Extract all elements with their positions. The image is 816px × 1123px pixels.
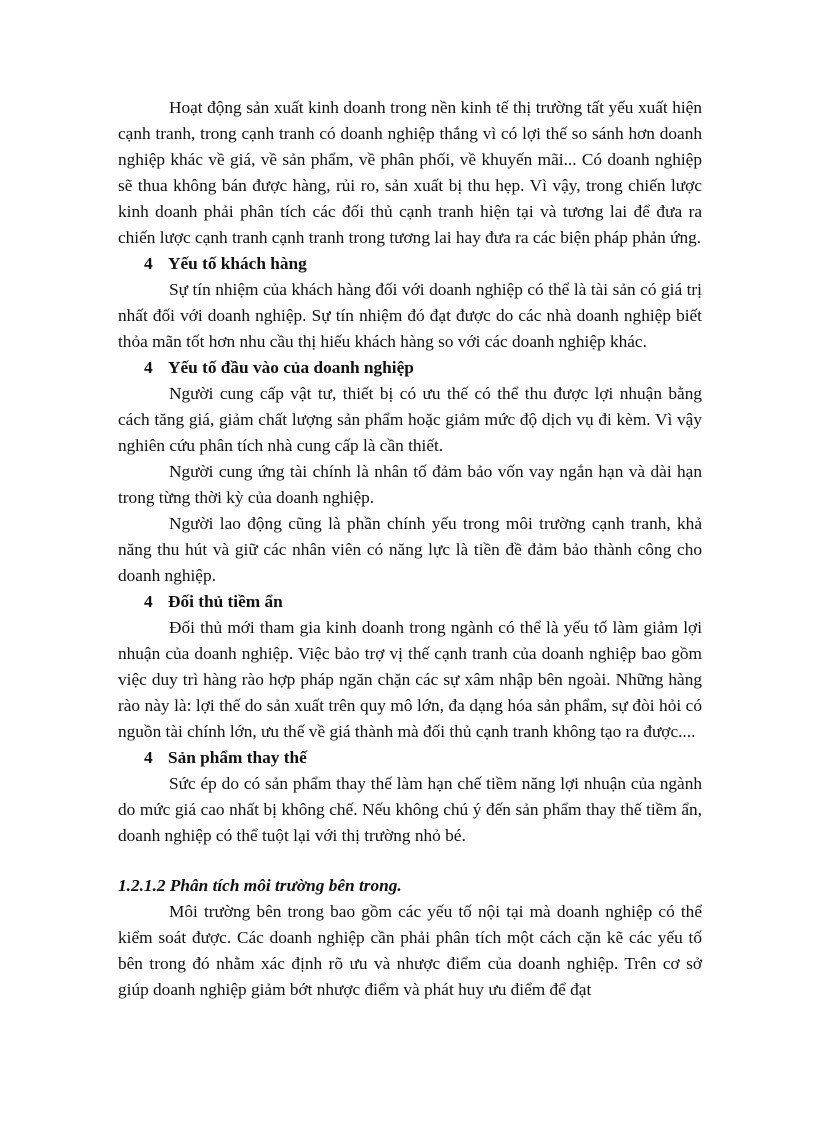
section-heading-customers [118,251,702,277]
intro-paragraph: Hoạt động sản xuất kinh doanh trong nền kinh tế thị trường tất yếu xuất hiện cạnh tranh, trong cạnh tranh có doanh nghiệp thắng vì có lợi thế so sánh hơn doanh nghiệp khác về giá, về sản phẩm, về phân phối, về khuyến mãi... Có doanh nghiệp sẽ thua không bán được hàng, rủi ro, sản xuất bị thu hẹp. Vì vậy, trong chiến lược kinh doanh phải phân tích các đối thủ cạnh tranh hiện tại và tương lai để đưa ra chiến lược cạnh tranh cạnh tranh trong tương lai hay đưa ra các biện pháp phản ứng. [118,98,702,247]
customers-paragraph: Sự tín nhiệm của khách hàng đối với doanh nghiệp có thể là tài sản có giá trị nhất đối với doanh nghiệp. Sự tín nhiệm đó đạt được do các nhà doanh nghiệp biết thỏa mãn tốt hơn nhu cầu thị hiếu khách hàng so với các doanh nghiệp khác. [118,280,702,351]
inputs-paragraph-finance: Người cung ứng tài chính là nhân tố đảm bảo vốn vay ngắn hạn và dài hạn trong từng thời kỳ của doanh nghiệp. [118,462,702,507]
bullet-marker: 4 [144,592,153,611]
bullet-marker: 4 [144,748,153,767]
section-heading-text: Sản phẩm thay thế [168,748,307,767]
section-heading-text: Yếu tố đầu vào của doanh nghiệp [168,358,414,377]
page-content [118,95,702,1003]
substitutes-paragraph: Sức ép do có sản phẩm thay thế làm hạn chế tiềm năng lợi nhuận của ngành do mức giá cao nhất bị không chế. Nếu không chú ý đến sản phẩm thay thế tiềm ẩn, doanh nghiệp có thể tuột lại với thị trường nhỏ bé. [118,774,702,845]
bullet-marker: 4 [144,254,153,273]
inputs-paragraph-suppliers: Người cung cấp vật tư, thiết bị có ưu thế có thể thu được lợi nhuận bằng cách tăng giá, giảm chất lượng sản phẩm hoặc giảm mức độ dịch vụ đi kèm. Vì vậy nghiên cứu phân tích nhà cung cấp là cần thiết. [118,384,702,455]
section-heading-substitutes [118,745,702,771]
inputs-paragraph-labor: Người lao động cũng là phần chính yếu trong môi trường cạnh tranh, khả năng thu hút và giữ các nhân viên có năng lực là tiền đề đảm bảo thành công cho doanh nghiệp. [118,514,702,585]
section-heading-potential-competitors [118,589,702,615]
section-heading-text: Yếu tố khách hàng [168,254,307,273]
section-heading-inputs [118,355,702,381]
subsection-title: 1.2.1.2 Phân tích môi trường bên trong. [118,876,402,895]
potential-competitors-paragraph: Đối thủ mới tham gia kinh doanh trong ngành có thể là yếu tố làm giảm lợi nhuận của doanh nghiệp. Việc bảo trợ vị thế cạnh tranh của doanh nghiệp bao gồm việc duy trì hàng rào hợp pháp ngăn chặn các sự xâm nhập bên ngoài. Những hàng rào này là: lợi thế do sản xuất trên quy mô lớn, đa dạng hóa sản phẩm, sự đòi hỏi có nguồn tài chính lớn, ưu thế về giá thành mà đối thủ cạnh tranh không tạo ra được.... [118,618,702,741]
bullet-marker: 4 [144,358,153,377]
subsection-paragraph: Môi trường bên trong bao gồm các yếu tố nội tại mà doanh nghiệp có thể kiểm soát được. Các doanh nghiệp cần phải phân tích một cách cặn kẽ các yếu tố bên trong đó nhằm xác định rõ ưu và nhược điểm của doanh nghiệp. Trên cơ sở giúp doanh nghiệp giảm bớt nhược điểm và phát huy ưu điểm để đạt [118,902,702,999]
section-heading-text: Đối thủ tiềm ẩn [168,592,283,611]
